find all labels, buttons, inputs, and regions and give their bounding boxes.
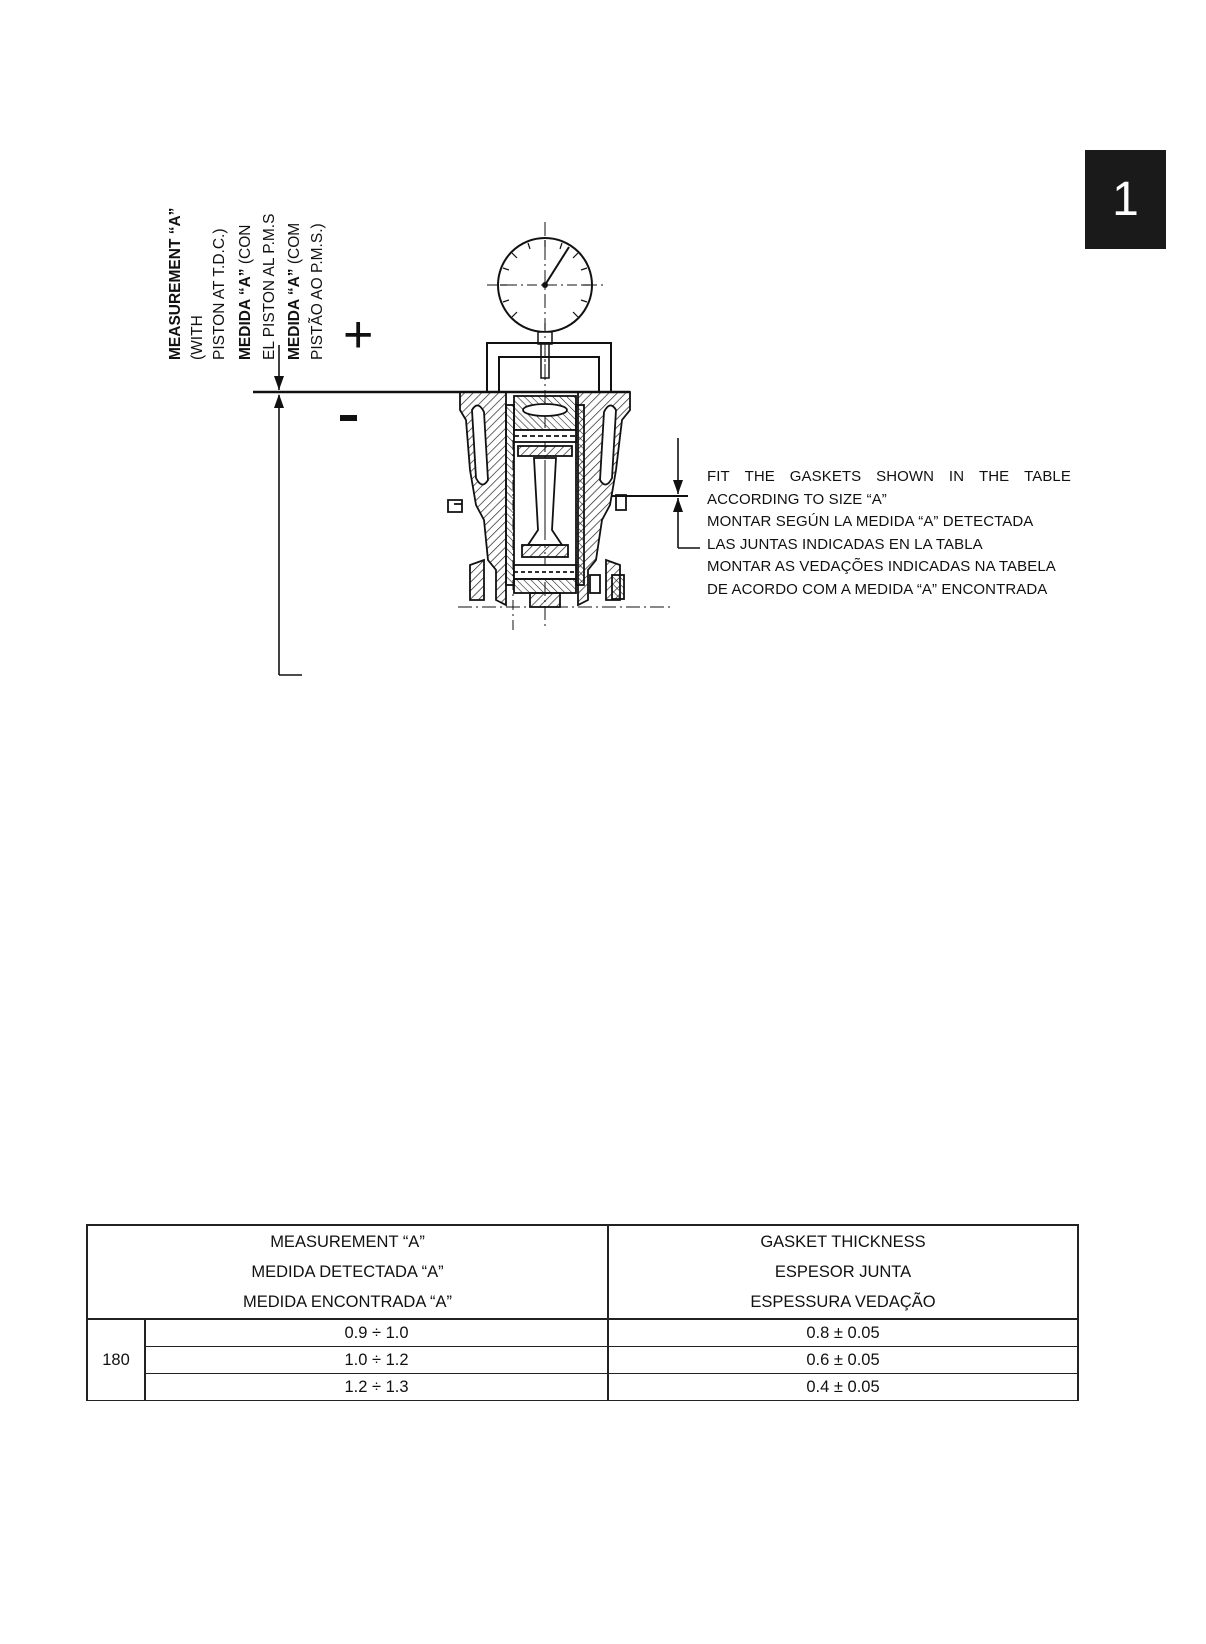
table-row xyxy=(87,1319,1078,1347)
gasket-arrow-down-icon xyxy=(673,480,683,494)
thickness-header xyxy=(608,1225,1078,1319)
thickness-cell: 0.8 ± 0.05 xyxy=(608,1319,1078,1347)
cylinder-cross-section xyxy=(448,392,630,607)
word: THE xyxy=(744,468,775,485)
instruction-line-6: DE ACORDO COM A MEDIDA “A” ENCONTRADA xyxy=(707,580,1048,598)
measurement-a-label: MEASUREMENT “A” xyxy=(167,207,184,360)
plus-sign: + xyxy=(343,306,374,364)
word: THE xyxy=(978,468,1010,485)
table-row xyxy=(87,1347,1078,1374)
word: TABLE xyxy=(1024,468,1071,485)
instruction-line-5: MONTAR AS VEDAÇÕES INDICADAS NA TABELA xyxy=(707,558,1056,575)
measurement-header xyxy=(87,1225,608,1319)
arrow-up-icon xyxy=(274,394,284,408)
medida-com-label: MEDIDA “A” (COM xyxy=(286,222,303,360)
instruction-line-1 xyxy=(707,466,1071,489)
piston-pms-label: EL PISTON AL P.M.S xyxy=(261,213,278,360)
gasket-thickness-table xyxy=(86,1224,1079,1401)
header-line: ESPESSURA VEDAÇÃO xyxy=(750,1293,936,1311)
table-header-row xyxy=(87,1225,1078,1319)
dial-gauge-icon xyxy=(487,238,605,380)
thickness-cell: 0.4 ± 0.05 xyxy=(608,1374,1078,1401)
word: IN xyxy=(948,468,965,485)
piston-tdc-label: PISTON AT T.D.C.) xyxy=(211,228,228,360)
arrow-down-icon xyxy=(274,376,284,390)
pistao-pms-label: PISTÃO AO P.M.S.) xyxy=(309,223,326,360)
table-row xyxy=(87,1374,1078,1401)
measurement-cell: 0.9 ÷ 1.0 xyxy=(145,1319,608,1347)
measurement-cell: 1.2 ÷ 1.3 xyxy=(145,1374,608,1401)
header-line: MEASUREMENT “A” xyxy=(270,1233,425,1251)
group-label-cell: 180 xyxy=(87,1319,145,1401)
header-line: MEDIDA DETECTADA “A” xyxy=(251,1263,444,1281)
instruction-line-4: LAS JUNTAS INDICADAS EN LA TABLA xyxy=(707,535,983,553)
section-number-tab: 1 xyxy=(1085,150,1166,249)
header-line: GASKET THICKNESS xyxy=(760,1233,926,1251)
instruction-line-2: ACCORDING TO SIZE “A” xyxy=(707,490,887,508)
header-line: ESPESOR JUNTA xyxy=(774,1263,912,1281)
measurement-cell: 1.0 ÷ 1.2 xyxy=(145,1347,608,1374)
with-label: (WITH xyxy=(189,315,206,360)
gasket-arrow-up-icon xyxy=(673,498,683,512)
minus-sign xyxy=(340,415,357,421)
thickness-cell: 0.6 ± 0.05 xyxy=(608,1347,1078,1374)
gasket-instructions xyxy=(707,466,1077,601)
header-line: MEDIDA ENCONTRADA “A” xyxy=(242,1293,453,1311)
word: SHOWN xyxy=(876,468,935,485)
medida-con-label: MEDIDA “A” (CON xyxy=(237,224,254,360)
instruction-line-3: MONTAR SEGÚN LA MEDIDA “A” DETECTADA xyxy=(707,513,1034,530)
word: GASKETS xyxy=(789,468,862,485)
word: FIT xyxy=(707,468,730,485)
